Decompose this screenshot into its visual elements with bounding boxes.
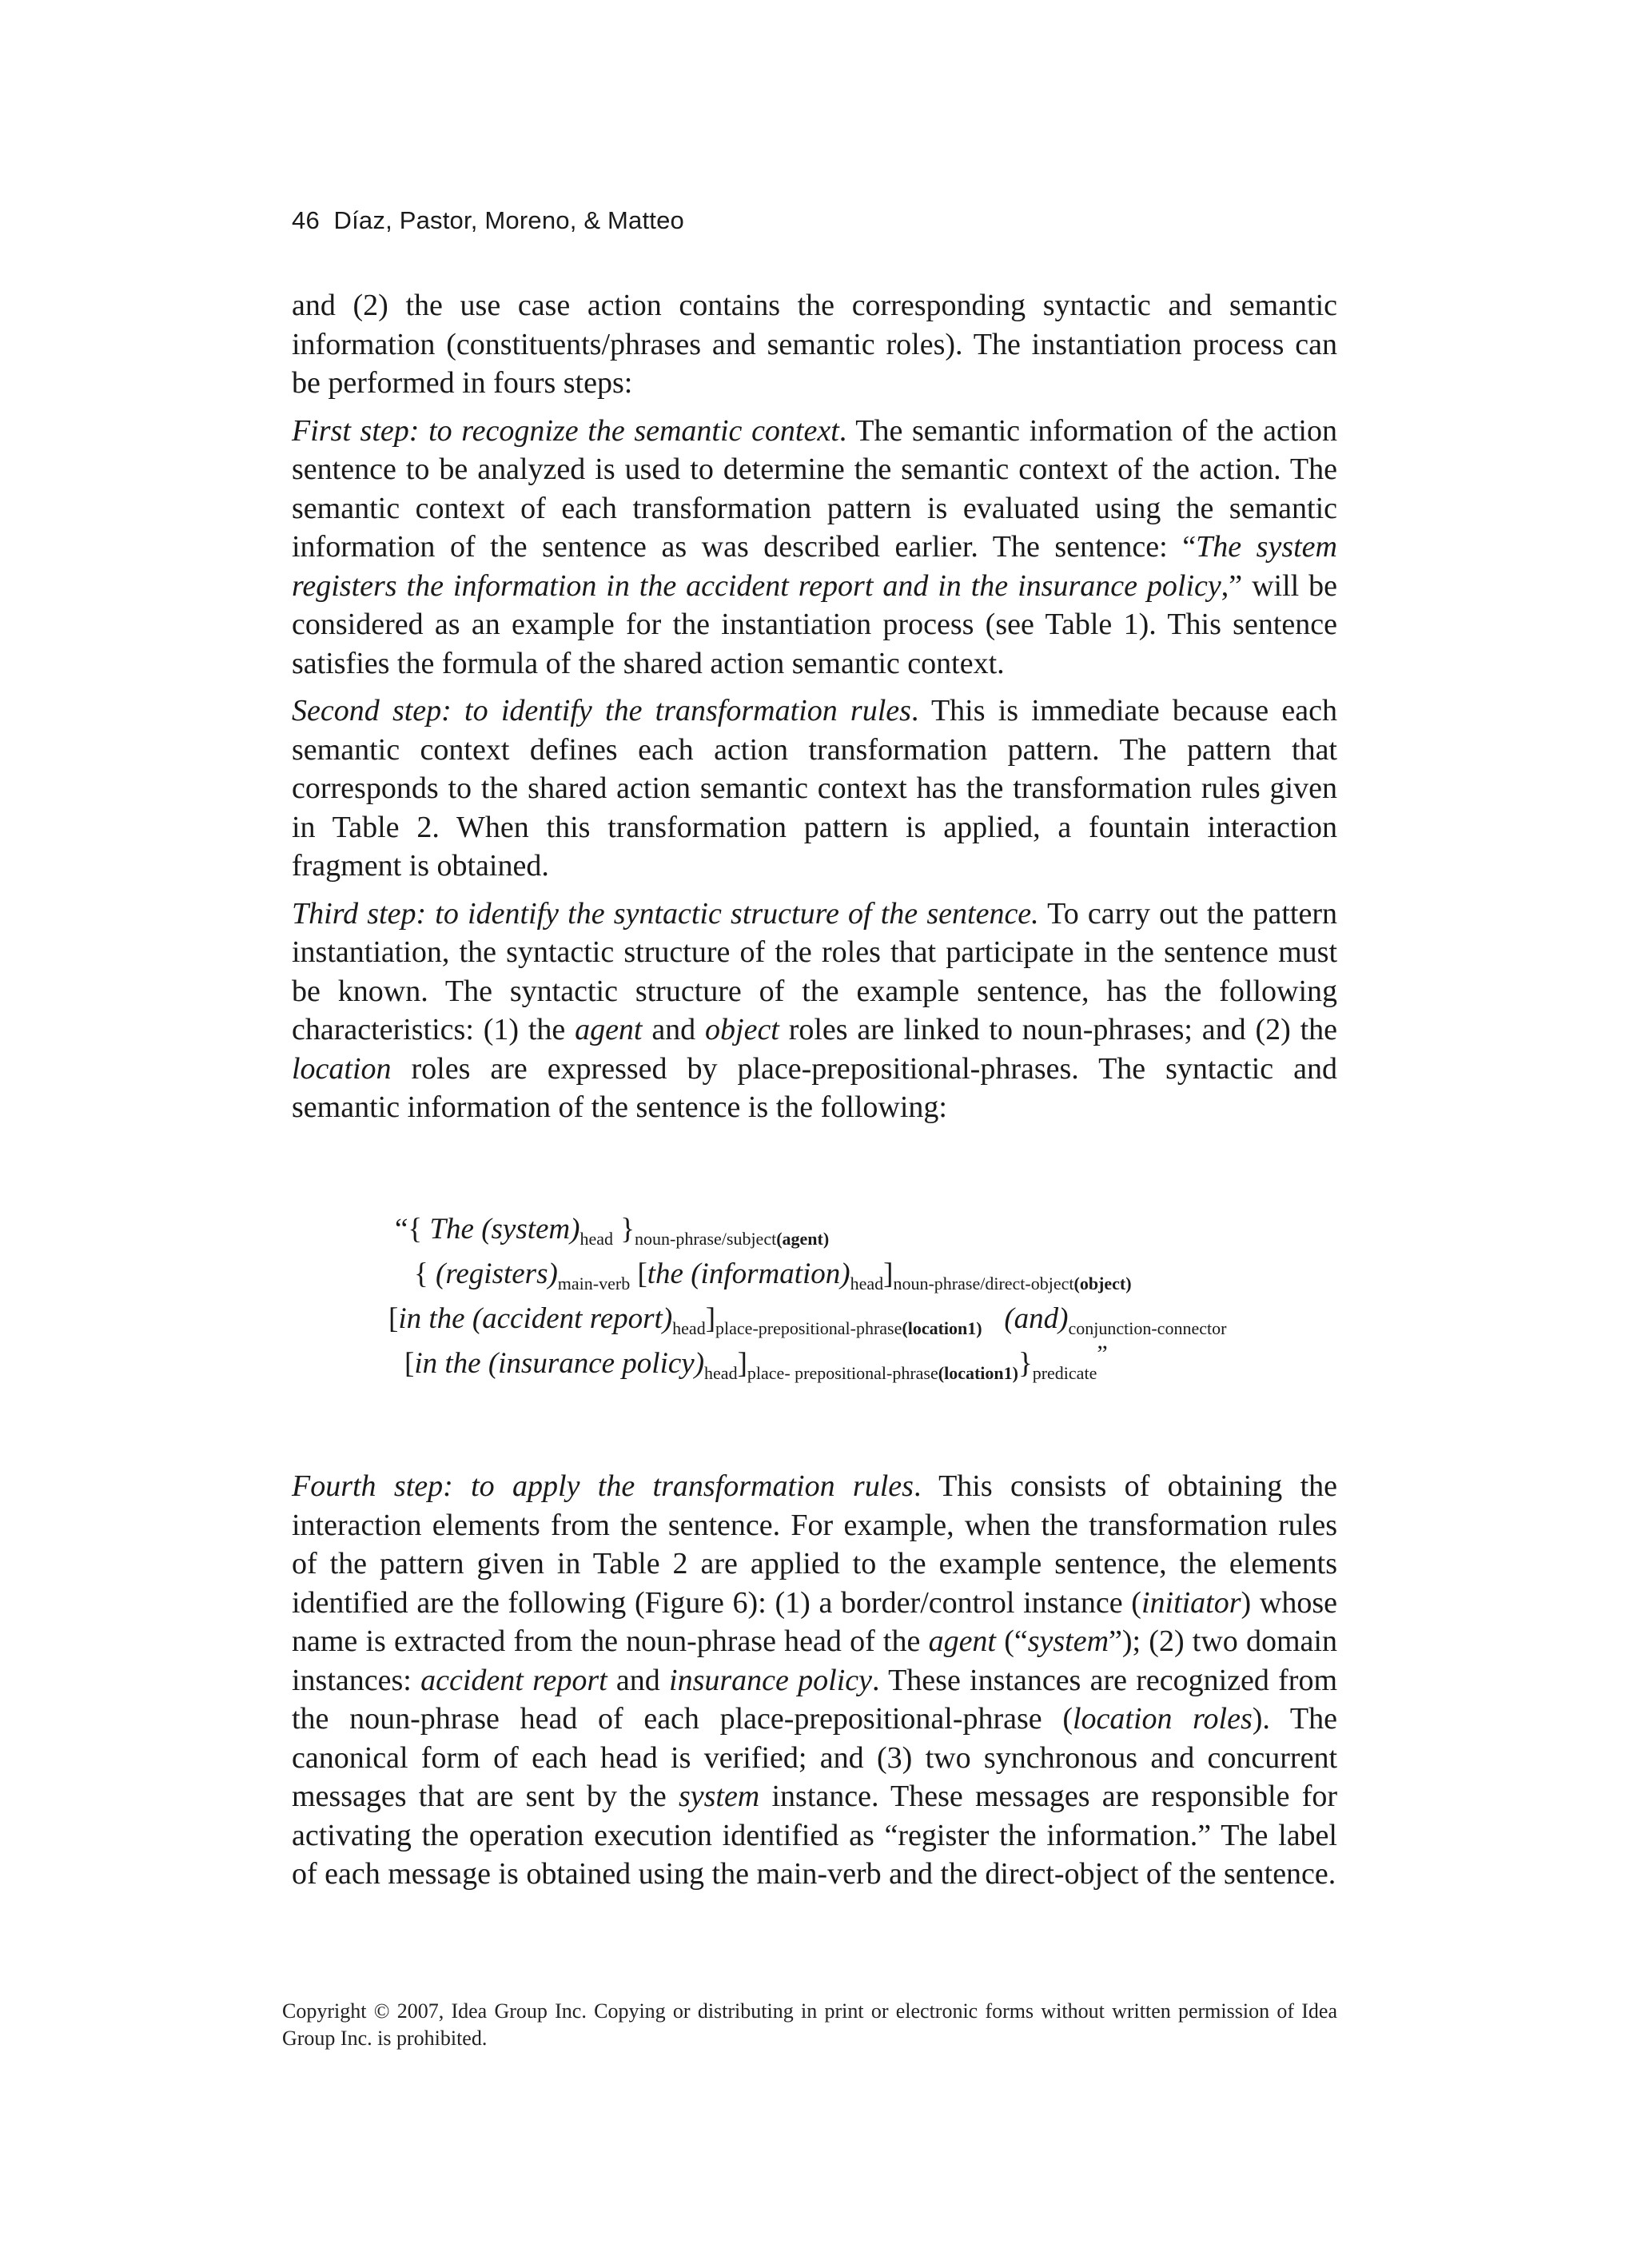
formula-sub-predicate: predicate xyxy=(1032,1363,1097,1383)
formula-word-registers: (registers) xyxy=(436,1258,558,1290)
formula-open-brace: “{ xyxy=(395,1213,430,1246)
formula-sub-subject: noun-phrase/subject(agent) xyxy=(635,1229,830,1249)
body-text-continued xyxy=(292,1467,1337,1894)
step3-text-c: roles are linked to noun-phrases; and (2) the xyxy=(779,1013,1337,1046)
step3-object: object xyxy=(705,1013,779,1046)
step3-text-b: and xyxy=(642,1013,706,1046)
step1-paragraph xyxy=(292,412,1337,684)
formula-sub-head: head xyxy=(580,1229,614,1249)
formula-bracket-close-3: ] xyxy=(705,1302,716,1335)
formula-close-quote: ” xyxy=(1097,1341,1108,1367)
step3-agent: agent xyxy=(575,1013,643,1046)
intro-paragraph xyxy=(292,286,1337,403)
step4-text-5: and xyxy=(607,1663,670,1697)
author-names: Díaz, Pastor, Moreno, & Matteo xyxy=(333,206,685,234)
formula-words-in-the: in the xyxy=(398,1302,465,1335)
formula-sub-direct-object: noun-phrase/direct-object(object) xyxy=(893,1274,1132,1293)
copyright-text: Copyright © 2007, Idea Group Inc. Copying or distributing in print or electronic forms without written permission of Idea Group Inc. is prohibited. xyxy=(282,1999,1337,2050)
formula-word-and: (and) xyxy=(1004,1302,1069,1335)
step4-accident-report: accident report xyxy=(420,1663,607,1697)
formula-line-location2 xyxy=(376,1341,1367,1386)
step3-text-a: To carry out the pattern instantiation, the syntactic structure of the roles that participate in the sentence must be known. The syntactic structure of the example sentence, has the following characteristics: (1) the xyxy=(292,896,1337,1046)
formula-bracket-close-4: ] xyxy=(737,1347,747,1380)
step4-agent: agent xyxy=(928,1624,996,1658)
formula-word-the-2: the xyxy=(647,1258,683,1290)
formula-open-brace-2: { xyxy=(414,1258,436,1290)
step4-insurance-policy: insurance policy xyxy=(669,1663,873,1697)
body-text xyxy=(292,286,1337,1136)
page-number: 46 xyxy=(292,206,320,234)
step3-paragraph xyxy=(292,895,1337,1127)
formula-sub-head-4: head xyxy=(704,1363,738,1383)
step4-title: Fourth step: to apply the transformation rules xyxy=(292,1469,914,1503)
formula-sub-conjunction: conjunction-connector xyxy=(1068,1318,1227,1338)
formula-bracket-open-4: [ xyxy=(404,1347,415,1380)
intro-text: and (2) the use case action contains the corresponding syntactic and semantic information (constituents/phrases and semantic roles). The instantiation process can be performed in fours steps: xyxy=(292,289,1337,400)
formula-bracket-open: [ xyxy=(630,1258,647,1290)
formula-bracket-close: ] xyxy=(883,1258,894,1290)
formula-close-brace: } xyxy=(613,1213,635,1246)
step4-text-3: (“ xyxy=(996,1624,1028,1658)
step4-text-6: . These instances are recognized from the noun-phrase head of each place-prepositional-phrase ( xyxy=(292,1663,1338,1736)
sentence-structure-formula xyxy=(376,1207,1367,1386)
step4-system-2: system xyxy=(678,1780,760,1813)
running-head xyxy=(292,206,684,235)
step2-paragraph xyxy=(292,692,1337,886)
formula-words-in-the-2: in the xyxy=(414,1347,481,1380)
formula-sub-place-phrase-2: place- prepositional-phrase(location1) xyxy=(747,1363,1018,1383)
step4-text-1: . This consists of obtaining the interaction elements from the sentence. For example, when the transformation rules of the pattern given in Table 2 are applied to the example sentence, the elements identified are the following (Figure 6): (1) a border/control instance ( xyxy=(292,1469,1337,1620)
formula-sub-place-phrase: place-prepositional-phrase(location1) xyxy=(715,1318,982,1338)
step4-location-roles: location roles xyxy=(1072,1702,1253,1736)
step3-title: Third step: to identify the syntactic structure of the sentence. xyxy=(292,896,1039,931)
formula-close-brace-4: } xyxy=(1018,1347,1033,1380)
step1-example-sentence: The system registers the information in the accident report and in the insurance policy xyxy=(292,530,1337,603)
step4-paragraph xyxy=(292,1467,1337,1894)
step1-title: First step: to recognize the semantic context xyxy=(292,413,839,448)
step4-text-8: instance. These messages are responsible for activating the operation execution identified as “register the information.” The label of each message is obtained using the main-verb and the direct-object of the sentence. xyxy=(292,1780,1337,1891)
step1-text-b: ,” will be considered as an example for the instantiation process (see Table 1). This sentence satisfies the formula of the shared action semantic context. xyxy=(292,568,1337,680)
formula-sub-main-verb: main-verb xyxy=(557,1274,631,1293)
formula-line-location1 xyxy=(376,1297,1367,1341)
step2-title: Second step: to identify the transformation rules xyxy=(292,694,911,727)
formula-line-subject xyxy=(376,1207,1367,1252)
formula-word-system: (system) xyxy=(481,1213,580,1246)
formula-word-the: The xyxy=(429,1213,474,1246)
step4-initiator: initiator xyxy=(1141,1585,1241,1620)
formula-sub-head-3: head xyxy=(672,1318,706,1338)
step4-text-7: ). The canonical form of each head is verified; and (3) two synchronous and concurrent messages that are sent by the xyxy=(292,1702,1337,1813)
step1-text-a: . The semantic information of the action sentence to be analyzed is used to determine the semantic context of the action. The semantic context of each transformation pattern is evaluated using the semantic information of the sentence as was described earlier. The sentence: “ xyxy=(292,413,1337,564)
formula-word-insurance-policy: (insurance policy) xyxy=(488,1347,705,1380)
step4-text-2: ) whose name is extracted from the noun-phrase head of the xyxy=(292,1585,1337,1658)
formula-word-accident-report: (accident report) xyxy=(472,1302,673,1335)
step3-text-d: roles are expressed by place-prepositional-phrases. The syntactic and semantic information of the sentence is the following: xyxy=(292,1051,1337,1124)
formula-bracket-open-3: [ xyxy=(388,1302,399,1335)
formula-line-verb-object xyxy=(376,1252,1367,1297)
copyright-footer xyxy=(282,1998,1337,2052)
step3-location: location xyxy=(292,1051,392,1086)
step4-text-4: ”); (2) two domain instances: xyxy=(292,1624,1337,1697)
formula-sub-head-2: head xyxy=(850,1274,884,1293)
step4-system: system xyxy=(1027,1624,1109,1658)
step2-text: . This is immediate because each semantic context defines each action transformation pattern. The pattern that corresponds to the shared action semantic context has the transformation rules given in Table 2. When this transformation pattern is applied, a fountain interaction fragment is obtained. xyxy=(292,694,1337,883)
formula-word-information: (information) xyxy=(691,1258,850,1290)
